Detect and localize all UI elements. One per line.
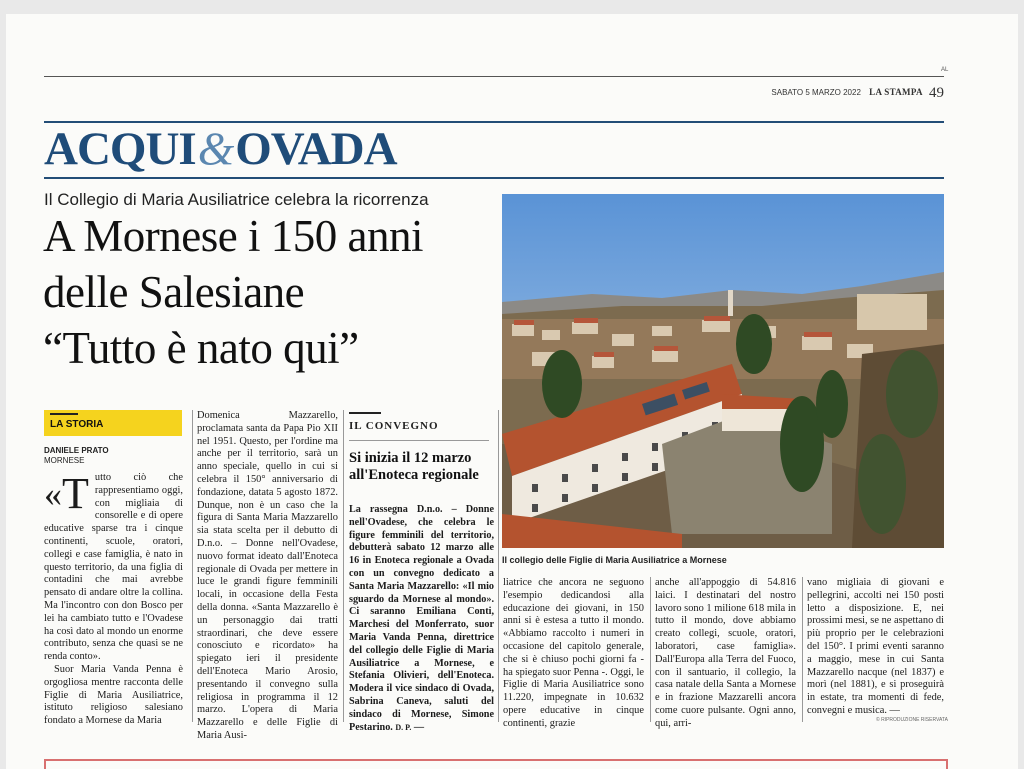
headline-line: A Mornese i 150 anni (43, 211, 423, 261)
column-divider (650, 577, 651, 722)
page-number: 49 (929, 85, 944, 101)
headline-line: “Tutto è nato qui” (43, 323, 359, 373)
sidebar-end-mark: — (411, 721, 425, 733)
sidebar-header (349, 412, 489, 441)
lead-paragraph: utto ciò che rappresentiamo oggi, con migliaia di consorelle e di opere educative sparse tra i cinque continenti, scuole, oratori, collegi e case famiglia, è nato in questo territorio, da una figlia di contadini che mai avrebbe pensato di andare oltre la collina. Ma l'incontro con don Bosco per lei ha cambiato tutto e l'Ovadese ha così dato al mondo un enorme contributo, senza che quasi se ne renda conto». (44, 472, 183, 663)
next-article-frame (44, 759, 948, 769)
article-column-1 (44, 469, 183, 728)
story-label (44, 410, 182, 436)
aerial-photo-of-collegio (502, 194, 944, 548)
sidebar-rule (349, 440, 489, 441)
newspaper-page (6, 14, 1018, 769)
article-column-4: liatrice che ancora ne seguono l'esempio dedicandosi alla educazione dei giovani, in 150 anni si è estesa a tutto il mondo. «Abbiamo raccolto i numeri in occasione del capitolo generale, che si è chiuso pochi giorni fa - ha spiegato suor Penna -. Oggi, le Figlie di Maria Ausiliatrice sono 11.220, impegnate in 10.632 opere educative in cinque continenti, grazie (503, 577, 644, 729)
sidebar-label: IL CONVEGNO (349, 420, 439, 432)
top-rule (44, 76, 944, 77)
section-title (44, 123, 397, 175)
photo-caption: Il collegio delle Figlie di Maria Ausiliatrice a Mornese (502, 555, 727, 565)
sidebar-initials: D. P. (395, 722, 412, 732)
sidebar-header-bar (349, 412, 381, 414)
copyright-note: © RIPRODUZIONE RISERVATA (876, 717, 948, 723)
sidebar-text (349, 504, 494, 734)
paragraph: Suor Maria Vanda Penna è orgogliosa mentre racconta delle Figlie di Maria Ausiliatrice, istituto religioso salesiano fondato a Mornese da Maria (44, 663, 183, 727)
newspaper-brand: LA STAMPA (869, 87, 923, 97)
article-kicker: Il Collegio di Maria Ausiliatrice celebra la ricorrenza (44, 190, 429, 209)
story-label-bar (50, 413, 78, 415)
article-column-2: Domenica Mazzarello, proclamata santa da Papa Pio XII nel 1951. Questo, per l'ordine ma anche per il territorio, sarà un anno speciale, quello in cui si celebra il 150° anniversario di fondazione, datata 5 agosto 1872. Dunque, non è un caso che la figura di Santa Maria Mazzarello sia stata scelta per il debutto di D.n.o. – Donne nell'Ovadese, nuovo format ideato dall'Enoteca regionale di Ovada per mettere in luce le grandi figure femminili locali, in occasione della Festa della donna. «Santa Mazzarello è un personaggio dai tratti straordinari, che deve essere conosciuto e ricordato» ha spiegato ieri il presidente dell'Enoteca Mario Arosio, presentando il convegno sulla religiosa in programma il 12 marzo. L'opera di Maria Mazzarello e delle Figlie di Maria Ausi- (197, 410, 338, 741)
byline (44, 446, 109, 466)
section-title-part2: OVADA (235, 123, 397, 175)
article-column-5: anche all'appoggio di 54.816 laici. I destinatari del nostro lavoro sono 1 milione 618 mila in tutto il mondo, dove abbiamo creato collegi, scuole, oratori, laboratori, case famiglia». Dall'Europa alla Terra del Fuoco, con il santuario, il collegio, la casa natale della Santa a Mornese e in frazione Mazzarelli ancora come cuore pulsante. Ogni anno, qui, arri- (655, 577, 796, 729)
sidebar-body: La rassegna D.n.o. – Donne nell'Ovadese, che celebra le figure femminili del territorio, debutterà sabato 12 marzo alle 16 in Enoteca regionale a Ovada con un convegno dedicato a Santa Maria Mazzarello: «Il mio sguardo da Mornese al mondo». Ci saranno Emiliana Conti, Marchesi del Monferrato, suor Maria Vanda Penna, direttrice del collegio delle Figlie di Maria Ausiliatrice a Mornese, e Stefania Olivieri, dell'Enoteca. Modera il vice sindaco di Ovada, Sabrina Caneva, saluti del sindaco di Mornese, Simone Pestarino. (349, 504, 494, 733)
headline-line: delle Salesiane (43, 267, 305, 317)
author: DANIELE PRATO (44, 446, 109, 455)
sidebar-title: Si inizia il 12 marzo all'Enoteca regionale (349, 450, 479, 483)
section-rule-bottom (44, 177, 944, 179)
column-divider (343, 410, 344, 722)
article-photo (502, 194, 944, 548)
section-title-part1: ACQUI (44, 123, 196, 175)
column-divider (192, 410, 193, 722)
column-divider (498, 410, 499, 722)
edition-tag: AL (941, 67, 949, 73)
dateline (566, 85, 944, 102)
article-headline (43, 208, 498, 376)
article-column-6: vano migliaia di giovani e pellegrini, accolti nei 150 posti letto a disposizione. E, nei prossimi mesi, se ne aspettano di più proprio per le celebrazioni del 150°. I primi eventi saranno a maggio, mese in cui Santa Mazzarello nacque (nel 1837) e morì (nel 1881), e si proseguirà in estate, tra momenti di fede, convegni e musica. — (807, 577, 944, 716)
story-label-text: LA STORIA (50, 419, 104, 430)
issue-date: SABATO 5 MARZO 2022 (771, 88, 861, 97)
section-ampersand: & (197, 123, 234, 175)
drop-cap: «T (44, 469, 89, 518)
dateline-place: MORNESE (44, 456, 85, 465)
column-divider (802, 577, 803, 722)
